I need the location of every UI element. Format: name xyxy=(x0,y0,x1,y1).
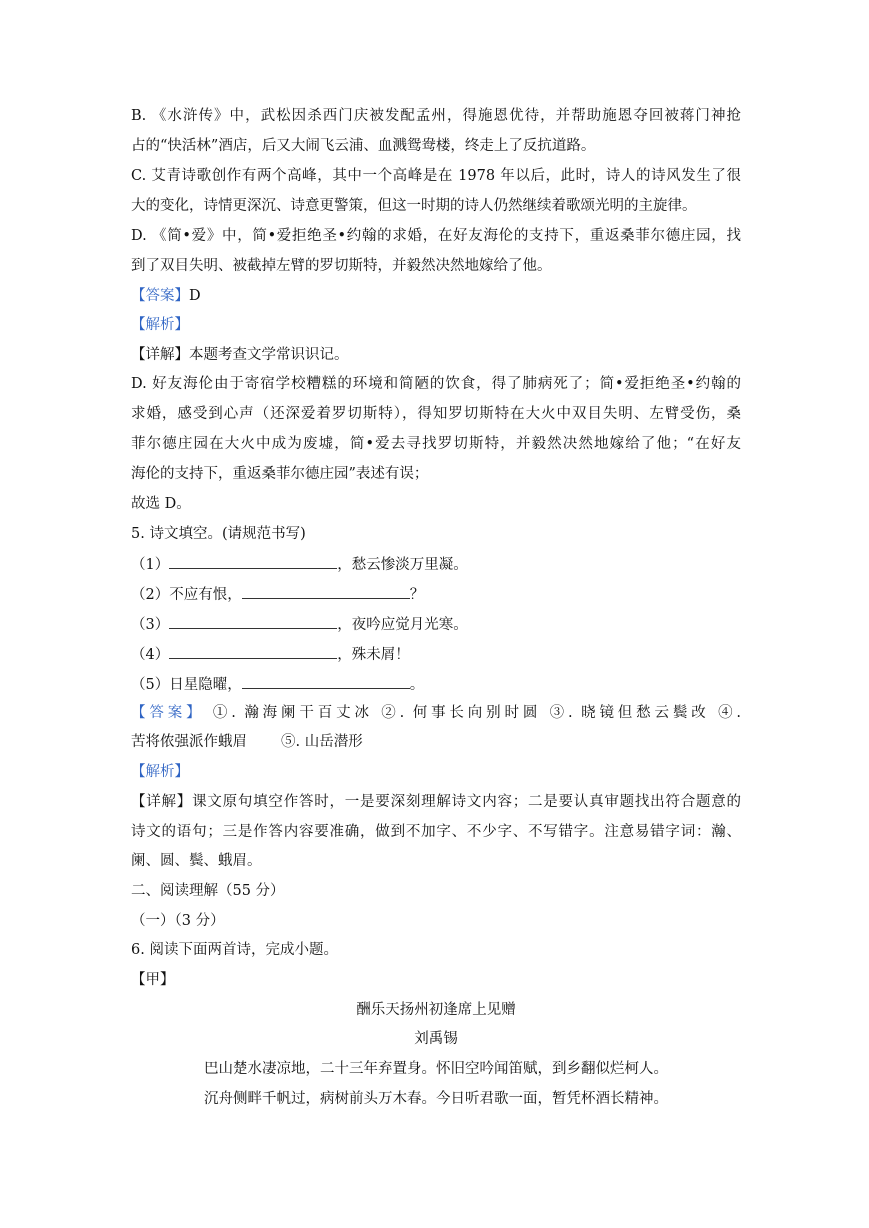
item-number: （3） xyxy=(131,617,170,633)
q5-item-1 xyxy=(131,553,741,573)
answer-blank[interactable] xyxy=(169,643,337,659)
option-d-line-1: D. 《简•爱》中，简•爱拒绝圣•约翰的求婚，在好友海伦的支持下，重返桑菲尔德庄园，找 xyxy=(131,228,741,244)
section-2-title: 二、阅读理解（55 分） xyxy=(131,883,285,899)
answer-1: ①. 瀚海阑干百丈冰 xyxy=(212,705,373,721)
answer-4-label: ④. xyxy=(718,705,742,721)
item-number: （4） xyxy=(131,647,170,663)
option-d-line-2: 到了双目失明、被截掉左臂的罗切斯特，并毅然决然地嫁给了他。 xyxy=(131,258,552,274)
q5-detail-line-2: 诗文的语句；三是作答内容要准确，做到不加字、不少字、不写错字。注意易错字词：瀚、 xyxy=(131,824,741,840)
q5-item-3 xyxy=(131,613,741,633)
q5-item-2 xyxy=(131,583,741,603)
item-number: （1） xyxy=(131,557,170,573)
q4-explain-line-3: 菲尔德庄园在大火中成为废墟，简•爱去寻找罗切斯特，并毅然决然地嫁给了他；“在好友 xyxy=(131,436,741,452)
answer-blank[interactable] xyxy=(169,553,337,569)
q4-conclusion: 故选 D。 xyxy=(131,496,191,512)
answer-blank[interactable] xyxy=(242,583,410,599)
q4-explain-line-2: 求婚，感受到心声（还深爱着罗切斯特），得知罗切斯特在大火中双目失明、左臂受伤，桑 xyxy=(131,406,741,422)
q5-detail-line-3: 阑、圆、鬓、蛾眉。 xyxy=(131,853,262,869)
item-number: （2） xyxy=(131,587,170,603)
q4-explain-line-4: 海伦的支持下，重返桑菲尔德庄园”表述有误； xyxy=(131,466,429,482)
analysis-tag: 【解析】 xyxy=(131,764,189,780)
answer-tag: 【答案】 xyxy=(131,705,205,721)
analysis-tag: 【解析】 xyxy=(131,317,189,333)
item-number: （5） xyxy=(131,677,170,693)
detail-tag: 【详解】 xyxy=(131,794,193,810)
option-b-line-1: B. 《水浒传》中，武松因杀西门庆被发配孟州，得施恩优待，并帮助施恩夺回被蒋门神抢 xyxy=(131,108,741,124)
q4-detail xyxy=(131,345,741,365)
option-b-line-2: 占的“快活林”酒店，后又大闹飞云浦、血溅鸳鸯楼，终走上了反抗道路。 xyxy=(131,138,596,154)
q5-detail-line-1 xyxy=(131,792,741,812)
item-text: 不应有恨， xyxy=(169,587,242,603)
q5-analysis xyxy=(131,762,741,782)
section-2-sub: （一）（3 分） xyxy=(131,913,225,929)
q4-analysis xyxy=(131,315,741,335)
q4-explain-line-1: D. 好友海伦由于寄宿学校糟糕的环境和简陋的饮食，得了肺病死了；简•爱拒绝圣•约翰的 xyxy=(131,376,741,392)
q5-item-5 xyxy=(131,673,741,693)
item-text: ，殊未屑！ xyxy=(337,647,410,663)
q5-title: 5. 诗文填空。(请规范书写) xyxy=(131,526,306,542)
detail-text: 本题考查文学常识识记。 xyxy=(189,347,349,363)
item-text: ，愁云惨淡万里凝。 xyxy=(337,557,468,573)
option-c-line-1: C. 艾青诗歌创作有两个高峰，其中一个高峰是在 1978 年以后，此时，诗人的诗风发生了很 xyxy=(131,168,741,184)
q5-answers-line-1 xyxy=(131,703,741,723)
item-text: ，夜吟应觉月光寒。 xyxy=(337,617,468,633)
poem-jia-label: 【甲】 xyxy=(131,972,175,988)
item-text: 日星隐曜， xyxy=(169,677,242,693)
answer-blank[interactable] xyxy=(242,673,410,689)
poem-author: 刘禹锡 xyxy=(414,1031,458,1047)
option-c-line-2: 大的变化，诗情更深沉、诗意更警策，但这一时期的诗人仍然继续着歌颂光明的主旋律。 xyxy=(131,198,697,214)
answer-tag: 【答案】 xyxy=(131,288,189,304)
detail-text: 课文原句填空作答时，一是要深刻理解诗文内容；二是要认真审题找出符合题意的 xyxy=(192,794,741,810)
item-text: ？ xyxy=(409,587,425,603)
q5-item-4 xyxy=(131,643,741,663)
poem-line-1: 巴山楚水凄凉地，二十三年弃置身。怀旧空吟闻笛赋，到乡翻似烂柯人。 xyxy=(204,1061,668,1077)
q4-answer xyxy=(131,286,741,306)
answer-blank[interactable] xyxy=(169,613,337,629)
answer-5: ⑤. 山岳潜形 xyxy=(281,734,363,750)
item-text: 。 xyxy=(409,677,425,693)
answer-2: ②. 何事长向别时圆 xyxy=(381,705,542,721)
answer-value: D xyxy=(189,288,201,304)
poem-line-2: 沉舟侧畔千帆过，病树前头万木春。今日听君歌一面，暂凭杯酒长精神。 xyxy=(204,1091,668,1107)
detail-tag: 【详解】 xyxy=(131,347,189,363)
q6-prompt: 6. 阅读下面两首诗，完成小题。 xyxy=(131,942,338,958)
q5-answers-line-2 xyxy=(131,732,741,752)
answer-3: ③. 晓镜但愁云鬓改 xyxy=(549,705,710,721)
poem-title: 酬乐天扬州初逢席上见赠 xyxy=(356,1002,516,1018)
answer-4-text: 苦将侬强派作蛾眉 xyxy=(131,734,247,750)
